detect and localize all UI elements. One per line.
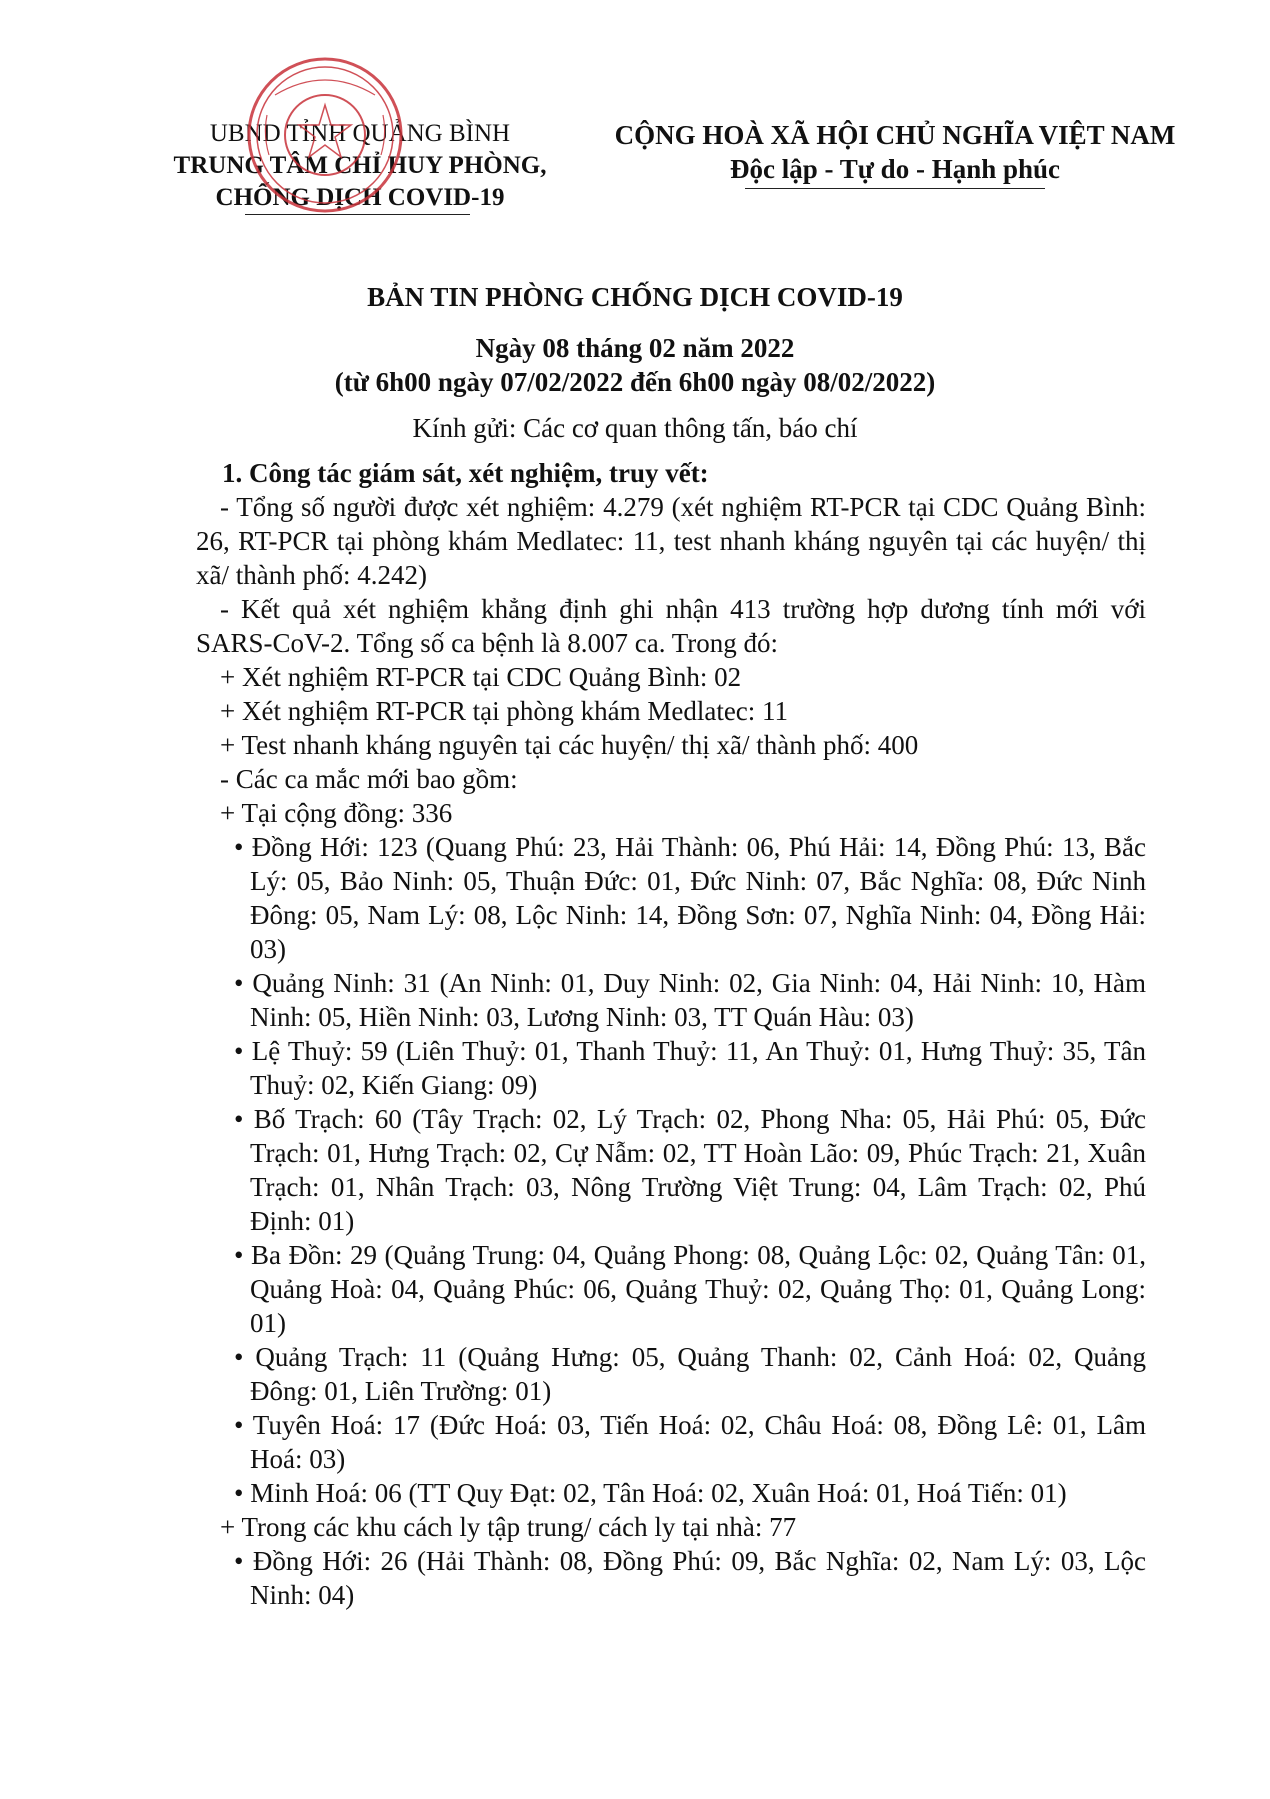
district-item: • Ba Đồn: 29 (Quảng Trung: 04, Quảng Phong: 08, Quảng Lộc: 02, Quảng Tân: 01, Quảng Hoà: 04, Quảng Phúc: 06, Quảng Thuỷ: 02, Quảng Thọ: 01, Quảng Long: 01) (234, 1240, 1146, 1338)
result-sub-item: + Xét nghiệm RT-PCR tại phòng khám Medlatec: 11 (220, 696, 789, 726)
org-line-2: TRUNG TÂM CHỈ HUY PHÒNG, (173, 152, 547, 179)
bulletin-date: Ngày 08 tháng 02 năm 2022 (475, 333, 795, 363)
district-item: • Quảng Ninh: 31 (An Ninh: 01, Duy Ninh: 02, Gia Ninh: 04, Hải Ninh: 10, Hàm Ninh: 05, Hiền Ninh: 03, Lương Ninh: 03, TT Quán Hàu: 03) (234, 968, 1146, 1032)
district-item: • Quảng Trạch: 11 (Quảng Hưng: 05, Quảng Thanh: 02, Cảnh Hoá: 02, Quảng Đông: 01, Liên Trường: 01) (234, 1342, 1146, 1406)
results-paragraph: - Kết quả xét nghiệm khẳng định ghi nhận 413 trường hợp dương tính mới với SARS-CoV-2. Tổng số ca bệnh là 8.007 ca. Trong đó: (196, 594, 1146, 658)
bulletin-title: BẢN TIN PHÒNG CHỐNG DỊCH COVID-19 (367, 282, 903, 312)
district-item: • Bố Trạch: 60 (Tây Trạch: 02, Lý Trạch: 02, Phong Nha: 05, Hải Phú: 05, Đức Trạch: 01, Hưng Trạch: 02, Cự Nẫm: 02, TT Hoàn Lão: 09, Phúc Trạch: 21, Xuân Trạch: 01, Nhân Trạch: 03, Nông Trường Việt Trung: 04, Lâm Trạch: 02, Phú Định: 01) (234, 1104, 1146, 1236)
tested-paragraph: - Tổng số người được xét nghiệm: 4.279 (xét nghiệm RT-PCR tại CDC Quảng Bình: 26, RT-PCR tại phòng khám Medlatec: 11, test nhanh kháng nguyên tại các huyện/ thị xã/ thành phố: 4.242) (196, 492, 1146, 590)
district-item: • Lệ Thuỷ: 59 (Liên Thuỷ: 01, Thanh Thuỷ: 11, An Thuỷ: 01, Hưng Thuỷ: 35, Tân Thuỷ: 02, Kiến Giang: 09) (234, 1036, 1146, 1100)
result-sub-item: + Xét nghiệm RT-PCR tại CDC Quảng Bình: 02 (220, 662, 742, 692)
org-line-1: UBND TỈNH QUẢNG BÌNH (209, 120, 511, 147)
new-cases-heading: - Các ca mắc mới bao gồm: (220, 764, 518, 794)
quarantine-heading: + Trong các khu cách ly tập trung/ cách ly tại nhà: 77 (220, 1512, 797, 1542)
org-line-3: CHỐNG DỊCH COVID-19 (215, 184, 505, 211)
district-item: • Tuyên Hoá: 17 (Đức Hoá: 03, Tiến Hoá: 02, Châu Hoá: 08, Đồng Lê: 01, Lâm Hoá: 03) (234, 1410, 1146, 1474)
district-item: • Minh Hoá: 06 (TT Quy Đạt: 02, Tân Hoá: 02, Xuân Hoá: 01, Hoá Tiến: 01) (234, 1478, 1067, 1508)
national-header (590, 118, 1200, 186)
motto: Độc lập - Tự do - Hạnh phúc (729, 154, 1061, 184)
motto-underline (745, 188, 1045, 189)
section-heading: 1. Công tác giám sát, xét nghiệm, truy vết: (222, 458, 709, 488)
community-heading: + Tại cộng đồng: 336 (220, 798, 453, 828)
official-seal-icon (245, 55, 405, 215)
result-sub-item: + Test nhanh kháng nguyên tại các huyện/ thị xã/ thành phố: 400 (220, 730, 919, 760)
bulletin-body (196, 456, 1146, 1612)
nation-name: CỘNG HOÀ XÃ HỘI CHỦ NGHĨA VIỆT NAM (614, 120, 1176, 150)
district-item: • Đồng Hới: 123 (Quang Phú: 23, Hải Thành: 06, Phú Hải: 14, Đồng Phú: 13, Bắc Lý: 05, Bảo Ninh: 05, Thuận Đức: 01, Đức Ninh: 07, Bắc Nghĩa: 08, Đức Ninh Đông: 05, Nam Lý: 08, Lộc Ninh: 14, Đồng Sơn: 07, Nghĩa Ninh: 04, Đồng Hải: 03) (234, 832, 1146, 964)
recipient-line: Kính gửi: Các cơ quan thông tấn, báo chí (412, 413, 858, 443)
district-item: • Đồng Hới: 26 (Hải Thành: 08, Đồng Phú: 09, Bắc Nghĩa: 02, Nam Lý: 03, Lộc Ninh: 04) (234, 1546, 1146, 1610)
bulletin-period: (từ 6h00 ngày 07/02/2022 đến 6h00 ngày 08/02/2022) (334, 367, 936, 397)
